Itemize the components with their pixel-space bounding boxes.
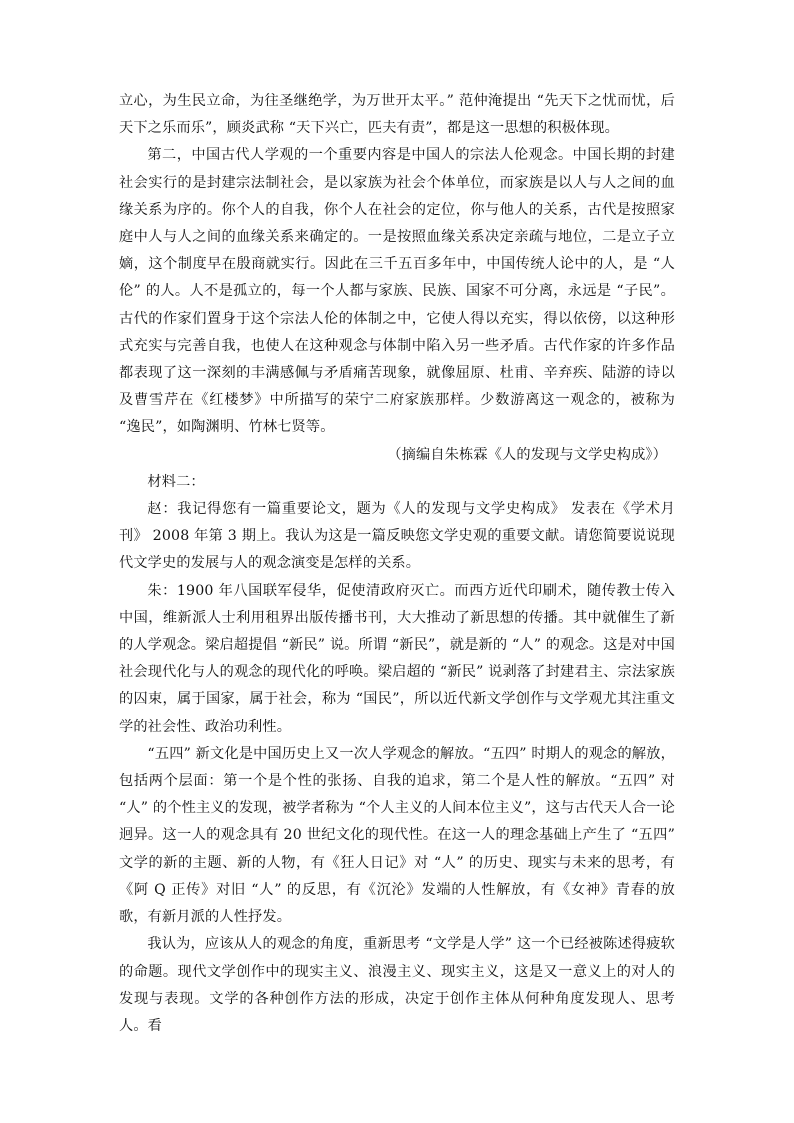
paragraph-interview-question: 赵：我记得您有一篇重要论文，题为《人的发现与文学史构成》 发表在《学术月刊》 2008 年第 3 期上。我认为这是一篇反映您文学史观的重要文献。请您简要说说现代文学史的发展与人的观念演变是怎样的关系。: [119, 501, 675, 572]
paragraph-clan-ethics: 第二，中国古代人学观的一个重要内容是中国人的宗法人伦观念。中国长期的封建社会实行的是封建宗法制社会，是以家族为社会个体单位，而家族是以人与人之间的血缘关系为序的。你个人的自我，你个人在社会的定位，你与他人的关系，古代是按照家庭中人与人之间的血缘关系来确定的。一是按照血缘关系决定亲疏与地位，二是立子立嫡，这个制度早在殷商就实行。因此在三千五百多年中，中国传统人论中的人，是 “人伦” 的人。人不是孤立的，每一个人都与家族、民族、国家不可分离，永远是 “子民”。古代的作家们置身于这个宗法人伦的体制之中，它使人得以充实，得以依傍，以这种形式充实与完善自我，也使人在这种观念与体制中陷入另一些矛盾。古代作家的许多作品都表现了这一深刻的丰满感佩与矛盾痛苦现象，就像屈原、杜甫、辛弃疾、陆游的诗以及曹雪芹在《红楼梦》中所描写的荣宁二府家族那样。少数游离这一观念的，被称为 “逸民”，如陶渊明、竹林七贤等。: [119, 147, 675, 436]
paragraph-interview-answer: 朱：1900 年八国联军侵华，促使清政府灭亡。而西方近代印刷术，随传教士传入中国，维新派人士利用租界出版传播书刊，大大推动了新思想的传播。其中就催生了新的人学观念。梁启超提倡 “新民” 说。所谓 “新民”，就是新的 “人” 的观念。这是对中国社会现代化与人的观念的现代化的呼唤。梁启超的 “新民” 说剥落了封建君主、宗法家族的囚束，属于国家，属于社会，称为 “国民”，所以近代新文学创作与文学观尤其注重文学的社会性、政治功利性。: [119, 582, 675, 735]
source-citation: （摘编自朱栋霖《人的发现与文学史构成》）: [387, 446, 667, 463]
material-two-heading: 材料二：: [147, 473, 205, 490]
document-page: [119, 88, 675, 1040]
paragraph-continuation: 立心，为生民立命，为往圣继绝学，为万世开太平。” 范仲淹提出 “先天下之忧而忧，后天下之乐而乐”，顾炎武称 “天下兴亡，匹夫有责”，都是这一思想的积极体现。: [119, 93, 675, 137]
paragraph-literature-humanity: 我认为，应该从人的观念的角度，重新思考 “文学是人学” 这一个已经被陈述得疲软的命题。现代文学创作中的现实主义、浪漫主义、现实主义，这是又一意义上的对人的发现与表现。文学的各种创作方法的形成，决定于创作主体从何种角度发现人、思考人。看: [119, 936, 675, 1034]
paragraph-may-fourth: “五四” 新文化是中国历史上又一次人学观念的解放。“五四” 时期人的观念的解放，包括两个层面：第一个是个性的张扬、自我的追求，第二个是人性的解放。“五四” 对 “人” 的个性主义的发现，被学者称为 “个人主义的人间本位主义”，这与古代天人合一论迥异。这一人的观念具有 20 世纪文化的现代性。在这一人的理念基础上产生了 “五四” 文学的新的主题、新的人物，有《狂人日记》对 “人” 的历史、现实与未来的思考，有《阿 Q 正传》对旧 “人” 的反思，有《沉沦》发端的人性解放，有《女神》青春的放歌，有新月派的人性抒发。: [119, 745, 675, 926]
